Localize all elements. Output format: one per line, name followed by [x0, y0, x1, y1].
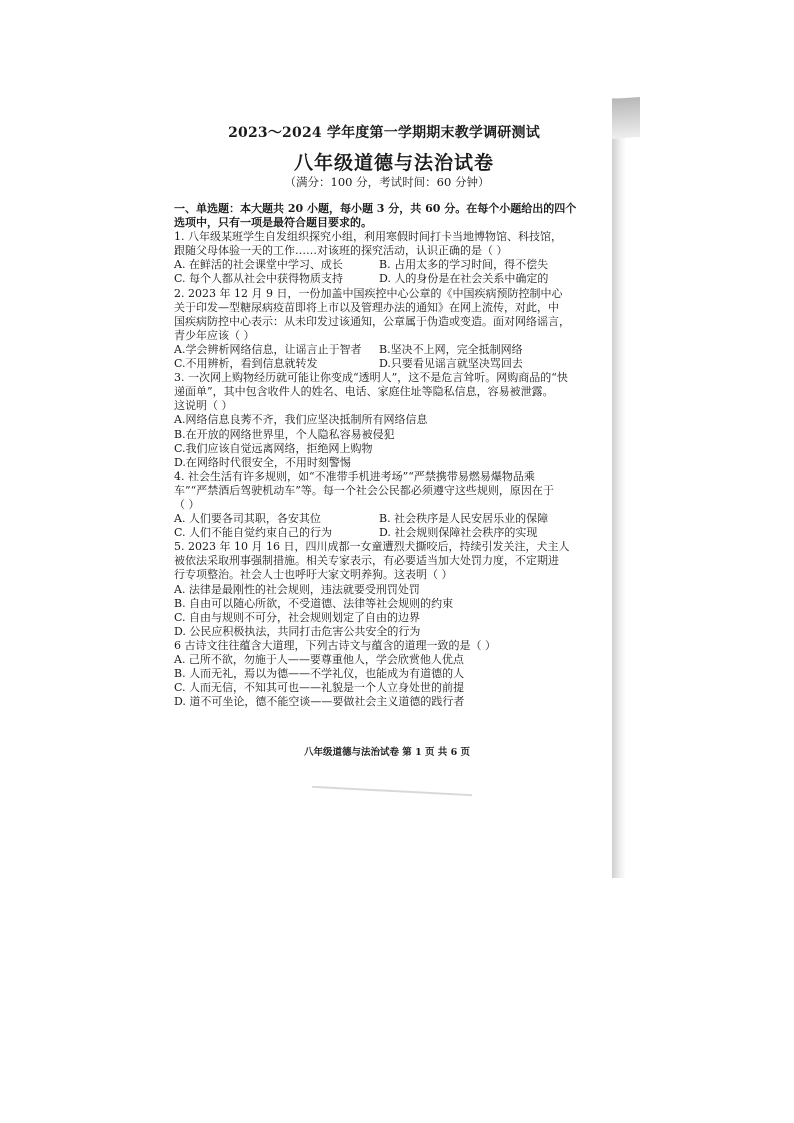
option-row	[174, 258, 582, 272]
option-row	[174, 512, 582, 526]
option-row	[174, 526, 582, 540]
section-heading: 一、单选题：本大题共 20 小题，每小题 3 分，共 60 分。在每个小题给出的四个	[174, 202, 577, 215]
option-c: C. 人而无信，不知其可也——礼貌是一个人立身处世的前提	[174, 681, 465, 695]
option-b: B. 社会秩序是人民安居乐业的保障	[379, 512, 549, 526]
option-a: A.网络信息良莠不齐，我们应坚决抵制所有网络信息	[174, 413, 428, 427]
question-stem: 5. 2023 年 10 月 16 日，四川成都一女童遭烈犬撕咬后，持续引发关注，犬主人	[174, 540, 570, 554]
option-c: C. 每个人都从社会中获得物质支持	[174, 272, 344, 286]
option-b: B. 自由可以随心所欲，不受道德、法律等社会规则的约束	[174, 596, 454, 610]
question-3	[174, 371, 582, 470]
question-stem: 这说明（ ）	[174, 399, 233, 413]
option-b: B.坚决不上网，完全抵制网络	[379, 342, 523, 356]
option-b: B. 占用太多的学习时间，得不偿失	[379, 258, 549, 272]
option-a: A. 法律是最刚性的社会规则，违法就要受刑罚处罚	[174, 582, 420, 596]
question-stem: 6 古诗文往往蕴含大道理，下列古诗文与蕴含的道理一致的是（ ）	[174, 638, 496, 652]
question-section	[174, 202, 582, 709]
page-corner-shadow	[612, 97, 640, 139]
question-stem: 跟随父母体验一天的工作……对该班的探究活动，认识正确的是（ ）	[174, 244, 508, 258]
exam-name: 八年级道德与法治试卷	[293, 152, 494, 174]
option-a: A. 在鲜活的社会课堂中学习、成长	[174, 258, 343, 272]
option-c: C. 自由与规则不可分，社会规则划定了自由的边界	[174, 610, 421, 624]
question-4	[174, 470, 582, 540]
question-stem: 2. 2023 年 12 月 9 日，一份加盖中国疾控中心公章的《中国疾病预防控制中心	[174, 286, 563, 300]
option-d: D.只要看见谣言就坚决骂回去	[379, 357, 523, 371]
page-footer: 八年级道德与法治试卷 第 1 页 共 6 页	[303, 747, 471, 758]
question-stem: （ ）	[174, 497, 200, 511]
question-1	[174, 230, 582, 286]
question-stem: 4. 社会生活有许多规则，如“不准带手机进考场”“严禁携带易燃易爆物品乘	[174, 469, 535, 483]
question-stem: 被依法采取刑事强制措施。相关专家表示，有必要适当加大处罚力度，不定期进	[174, 554, 559, 568]
question-2	[174, 287, 582, 372]
option-d: D. 人的身份是在社会关系中确定的	[379, 272, 549, 286]
question-stem: 关于印发—型糖尿病疫苗即将上市以及管理办法的通知》在网上流传，对此，中	[174, 300, 559, 314]
question-6	[174, 639, 582, 709]
option-a: A. 人们要各司其职，各安其位	[174, 512, 321, 526]
option-c: C.不用辨析，看到信息就转发	[174, 357, 318, 371]
option-d: D. 道不可坐论，德不能空谈——要做社会主义道德的践行者	[174, 695, 465, 709]
option-b: B.在开放的网络世界里，个人隐私容易被侵犯	[174, 427, 395, 441]
question-5	[174, 540, 582, 639]
question-stem: 国疾病防控中心表示：从未印发过该通知，公章属于伪造或变造。面对网络谣言，	[174, 314, 570, 328]
option-d: D. 公民应积极执法，共同打击危害公共安全的行为	[174, 624, 421, 638]
option-c: C.我们应该自觉远离网络，拒绝网上购物	[174, 441, 373, 455]
section-heading: 选项中，只有一项是最符合题目要求的。	[174, 216, 372, 230]
exam-title: 2023～2024 学年度第一学期期末教学调研测试	[228, 125, 540, 141]
option-row	[174, 357, 582, 371]
question-stem: 3. 一次网上购物经历就可能让你变成“透明人”，这不是危言耸听。网购商品的“快	[174, 371, 568, 385]
option-a: A. 己所不欲，勿施于人——要尊重他人，学会欣赏他人优点	[174, 653, 464, 666]
option-d: D. 社会规则保障社会秩序的实现	[379, 526, 538, 540]
scan-smudge	[312, 786, 472, 796]
exam-paper	[174, 108, 614, 808]
option-row	[174, 343, 582, 357]
exam-info: （满分：100 分，考试时间：60 分钟）	[284, 175, 490, 189]
option-d: D.在网络时代很安全，不用时刻警惕	[174, 455, 351, 469]
page-edge-shadow	[612, 98, 626, 878]
option-row	[174, 272, 582, 286]
option-c: C. 人们不能自觉约束自己的行为	[174, 526, 333, 540]
option-a: A.学会辨析网络信息，让谣言止于智者	[174, 342, 362, 356]
question-stem: 1. 八年级某班学生自发组织探究小组，利用寒假时间打卡当地博物馆、科技馆，	[174, 230, 562, 244]
question-stem: 青少年应该（ ）	[174, 328, 255, 342]
question-stem: 行专项整治。社会人士也呼吁大家文明养狗。这表明（ ）	[174, 568, 453, 582]
question-stem: 递面单”，其中包含收件人的姓名、电话、家庭住址等隐私信息，容易被泄露。	[174, 385, 554, 399]
question-stem: 车”“严禁酒后驾驶机动车”等。每一个社会公民都必须遵守这些规则，原因在于	[174, 483, 554, 497]
option-b: B. 人而无礼，焉以为德——不学礼仪，也能成为有道德的人	[174, 667, 465, 681]
